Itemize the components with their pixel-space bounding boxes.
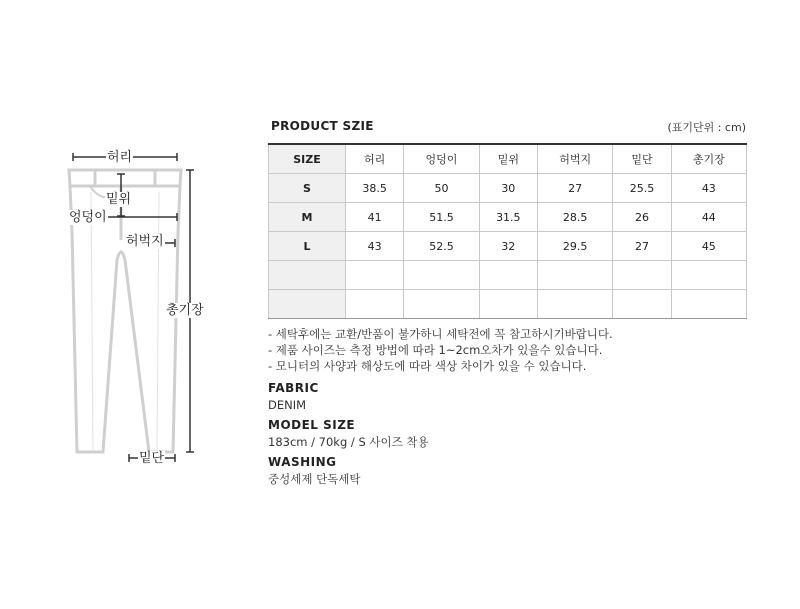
- model-size-value: 183cm / 70kg / S 사이즈 착용: [268, 435, 429, 449]
- table-cell: 43: [671, 174, 746, 203]
- table-cell-empty: [613, 261, 671, 290]
- table-cell: 51.5: [404, 203, 479, 232]
- table-cell-empty: [404, 261, 479, 290]
- table-cell: 25.5: [613, 174, 671, 203]
- table-cell-empty: [479, 290, 537, 319]
- waist-label: 허리: [107, 150, 133, 165]
- table-cell: 45: [671, 232, 746, 261]
- column-header: 밑단: [613, 144, 671, 174]
- table-cell: 30: [479, 174, 537, 203]
- model-size-section: [268, 417, 429, 450]
- size-cell: L: [269, 232, 346, 261]
- table-cell: 52.5: [404, 232, 479, 261]
- size-cell-empty: [269, 290, 346, 319]
- table-cell: 28.5: [538, 203, 613, 232]
- note-item: - 제품 사이즈는 측정 방법에 따라 1~2cm오차가 있을수 있습니다.: [268, 343, 603, 357]
- model-size-heading: MODEL SIZE: [268, 418, 356, 432]
- table-row-empty: [269, 261, 747, 290]
- fabric-section: [268, 380, 319, 413]
- total-length-label: 총기장: [166, 303, 204, 318]
- table-cell: 27: [538, 174, 613, 203]
- table-header-row: [269, 144, 747, 174]
- table-cell: 38.5: [346, 174, 404, 203]
- table-cell: 44: [671, 203, 746, 232]
- column-header: 엉덩이: [404, 144, 479, 174]
- column-header: 밑위: [479, 144, 537, 174]
- table-cell-empty: [671, 261, 746, 290]
- table-cell: 27: [613, 232, 671, 261]
- table-cell: 43: [346, 232, 404, 261]
- thigh-label: 허벅지: [126, 234, 164, 249]
- table-row: [269, 174, 747, 203]
- size-cell-empty: [269, 261, 346, 290]
- unit-note: (표기단위 : cm): [667, 121, 746, 134]
- table-cell: 41: [346, 203, 404, 232]
- table-cell-empty: [479, 261, 537, 290]
- size-cell: M: [269, 203, 346, 232]
- table-cell-empty: [346, 261, 404, 290]
- size-chart-table: [268, 143, 747, 319]
- fabric-heading: FABRIC: [268, 381, 319, 395]
- table-cell-empty: [613, 290, 671, 319]
- note-item: - 모니터의 사양과 해상도에 따라 색상 차이가 있을 수 있습니다.: [268, 359, 587, 373]
- column-header: SIZE: [269, 144, 346, 174]
- hem-label: 밑단: [139, 451, 165, 466]
- hip-label: 엉덩이: [69, 210, 107, 225]
- table-cell: 26: [613, 203, 671, 232]
- rise-label: 밑위: [106, 192, 132, 207]
- table-cell: 50: [404, 174, 479, 203]
- column-header: 총기장: [671, 144, 746, 174]
- column-header: 허벅지: [538, 144, 613, 174]
- table-cell-empty: [538, 261, 613, 290]
- size-cell: S: [269, 174, 346, 203]
- table-cell-empty: [671, 290, 746, 319]
- column-header: 허리: [346, 144, 404, 174]
- table-row: [269, 203, 747, 232]
- notes-list: [268, 326, 613, 374]
- washing-heading: WASHING: [268, 455, 337, 469]
- table-row: [269, 232, 747, 261]
- table-cell: 32: [479, 232, 537, 261]
- fabric-value: DENIM: [268, 398, 307, 412]
- table-cell-empty: [404, 290, 479, 319]
- washing-value: 중성세제 단독세탁: [268, 472, 361, 486]
- table-row-empty: [269, 290, 747, 319]
- pants-measurement-diagram: [55, 140, 225, 470]
- washing-section: [268, 454, 361, 487]
- table-cell-empty: [346, 290, 404, 319]
- table-cell: 29.5: [538, 232, 613, 261]
- size-chart-title: PRODUCT SZIE: [271, 119, 374, 133]
- note-item: - 세탁후에는 교환/반품이 불가하니 세탁전에 꼭 참고하시기바랍니다.: [268, 327, 613, 341]
- table-cell: 31.5: [479, 203, 537, 232]
- table-cell-empty: [538, 290, 613, 319]
